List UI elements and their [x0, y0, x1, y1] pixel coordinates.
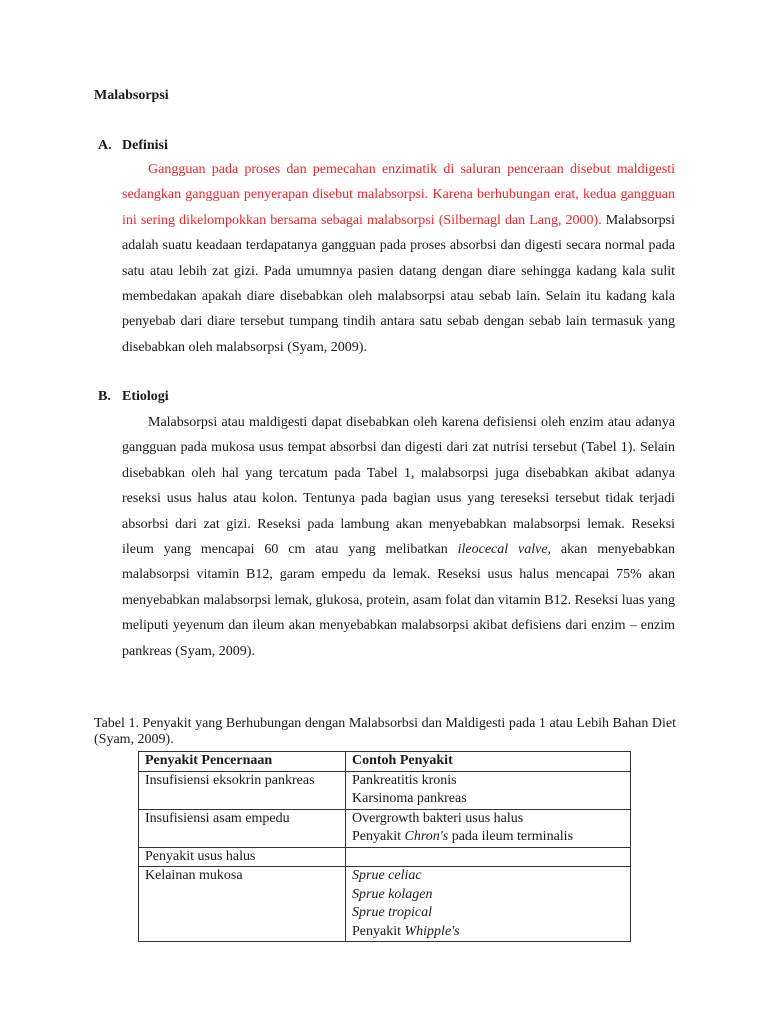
disease-examples-cell [346, 771, 631, 809]
section-b-heading [98, 389, 169, 405]
disease-example-text: Pankreatitis kronis [352, 772, 457, 788]
empty-example-line [352, 848, 630, 867]
definition-paragraph [122, 157, 675, 360]
disease-example [352, 904, 630, 923]
table-row [139, 809, 631, 847]
disease-category-cell: Insufisiensi asam empedu [139, 809, 346, 847]
disease-example-text: Penyakit [352, 923, 405, 939]
disease-category-cell: Insufisiensi eksokrin pankreas [139, 771, 346, 809]
disease-examples-cell [346, 867, 631, 942]
disease-example-italic: Sprue tropical [352, 905, 432, 920]
disease-table [138, 751, 631, 942]
disease-example-text: Overgrowth bakteri usus halus [352, 810, 524, 826]
disease-examples-cell [346, 847, 631, 867]
table-row [139, 847, 631, 867]
table-header-cell: Contoh Penyakit [346, 752, 631, 772]
etiology-paragraph [122, 410, 675, 664]
etiology-text-2: akan menyebabkan malabsorpsi vitamin B12, garam empedu da lemak. Reseksi usus halus mencapai 75% akan menyebabkan malabsorpsi lemak, glukosa, protein, asam folat dan vitamin B12. Reseksi luas yang meliputi yeyenum dan ileum akan menyebabkan malabsorpsi akibat defisiens dari enzim – enzim pankreas (Syam, 2009). [122, 542, 675, 659]
disease-example [352, 772, 630, 791]
disease-example-italic: Sprue kolagen [352, 886, 433, 902]
definition-red-text: Gangguan pada proses dan pemecahan enzimatik di saluran penceraan disebut maldigesti sedangkan gangguan penyerapan disebut malabsorpsi. Karena berhubungan erat, kedua gangguan ini sering dikelompokkan bersama sebagai malabsorpsi (Silbernagl dan Lang, 2000). [122, 162, 675, 228]
disease-example-italic: Whipple's [404, 923, 460, 939]
definition-black-text: Malabsorpsi adalah suatu keadaan terdapatanya gangguan pada proses absorbsi dan digesti secara normal pada satu atau lebih zat gizi. Pada umumnya pasien datang dengan diare sehingga kadang kala sulit membedakan apakah diare disebabkan oleh malabsorpsi atau sebab lain. Selain itu kadang kala penyebab dari diare tersebut tumpang tindih antara satu sebab dengan sebab lain termasuk yang disebabkan oleh malabsorpsi (Syam, 2009). [122, 212, 676, 355]
etiology-italic-term: ileocecal valve, [457, 542, 552, 558]
disease-example [352, 923, 630, 942]
disease-category-cell: Kelainan mukosa [139, 867, 346, 942]
table-row [139, 771, 631, 809]
table-body [139, 771, 631, 942]
section-b-letter: B. [98, 389, 111, 404]
disease-example [352, 828, 630, 847]
disease-example-text: Karsinoma pankreas [352, 791, 467, 806]
section-a-heading [98, 138, 168, 154]
table-row [139, 867, 631, 942]
disease-category-cell: Penyakit usus halus [139, 847, 346, 867]
disease-example [352, 810, 630, 829]
disease-example-italic: Sprue celiac [352, 868, 422, 883]
disease-example-text: Penyakit [352, 829, 405, 844]
disease-example-text: pada ileum terminalis [448, 829, 574, 844]
section-a-letter: A. [98, 138, 112, 153]
etiology-text-1: Malabsorpsi atau maldigesti dapat disebabkan oleh karena defisiensi oleh enzim atau adanya gangguan pada mukosa usus tempat absorbsi dan digesti dari zat nutrisi tersebut (Tabel 1). Selain disebabkan oleh hal yang tercatum pada Tabel 1, malabsorpsi juga disebabkan akibat adanya reseksi usus halus atau kolon. Tentunya pada bagian usus yang tereseksi tersebut tidak terjadi absorbsi dari zat gizi. Reseksi pada lambung akan menyebabkan malabsorpsi lemak. Reseksi ileum yang mencapai 60 cm atau yang melibatkan [122, 415, 675, 558]
document-title: Malabsorpsi [94, 88, 169, 103]
table-header-cell: Penyakit Pencernaan [139, 752, 346, 772]
table-header-row [139, 752, 631, 772]
disease-example [352, 886, 630, 905]
disease-examples-cell [346, 809, 631, 847]
disease-example-italic: Chron's [404, 829, 449, 844]
disease-example [352, 790, 630, 809]
disease-example [352, 867, 630, 886]
section-a-title: Definisi [122, 138, 168, 153]
section-b-title: Etiologi [122, 389, 169, 404]
table-caption: Tabel 1. Penyakit yang Berhubungan dengan Malabsorbsi dan Maldigesti pada 1 atau Lebih Bahan Diet (Syam, 2009). [94, 716, 676, 747]
